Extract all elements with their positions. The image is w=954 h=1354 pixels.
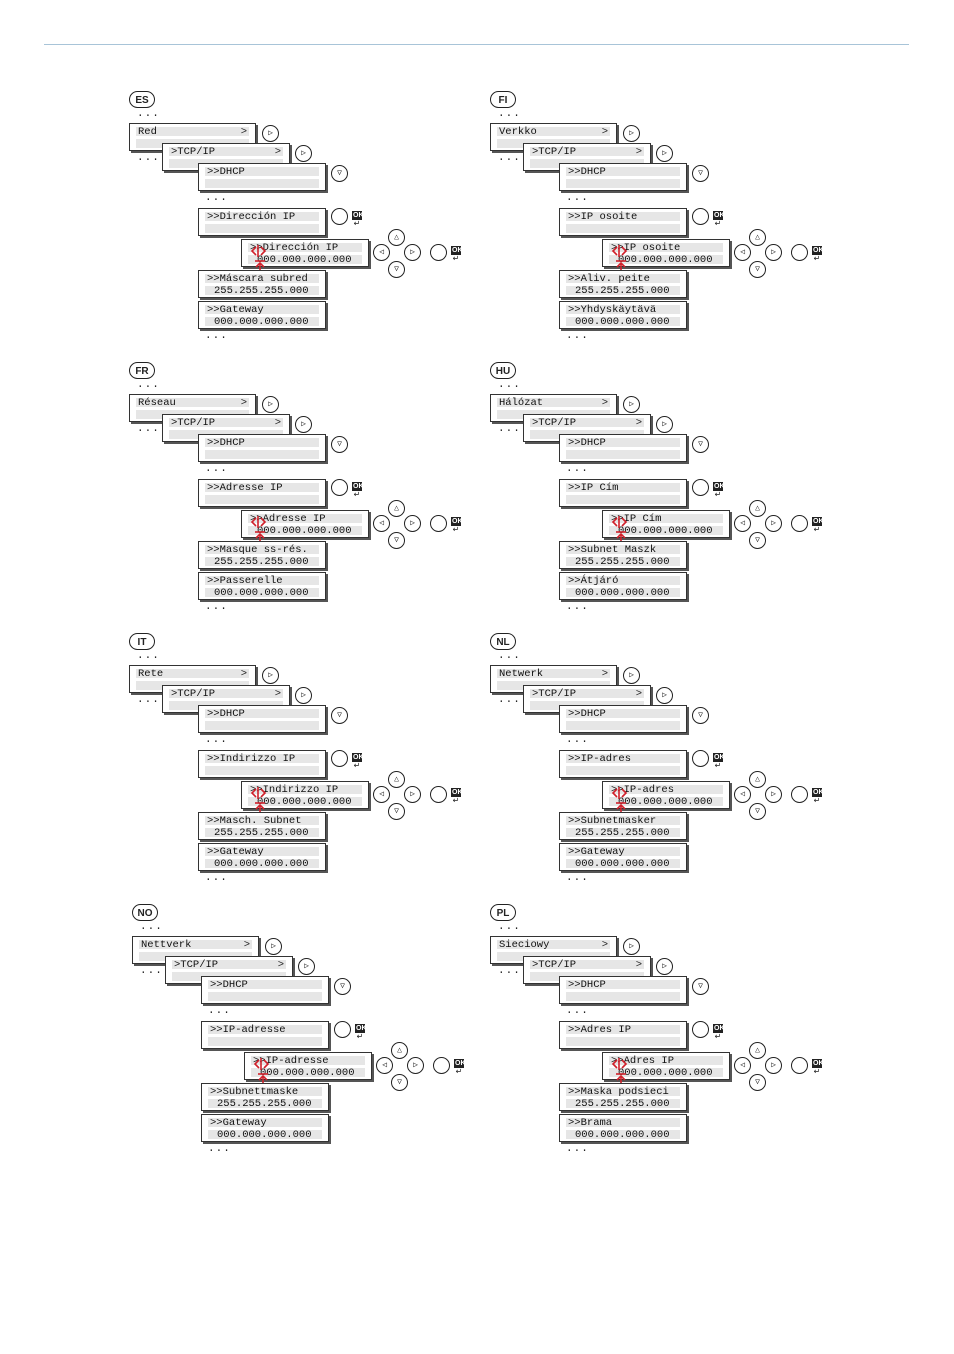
- menu-gateway-label: >>Gateway: [207, 846, 264, 858]
- menu-subnet-mask-value: 255.255.255.000: [214, 556, 309, 568]
- submenu-arrow: >: [601, 126, 608, 138]
- menu-dhcp: [559, 163, 687, 191]
- ellipsis: ...: [205, 872, 228, 884]
- ellipsis: ...: [498, 921, 521, 933]
- menu-ip-address: [559, 1021, 687, 1049]
- menu-gateway-value: 000.000.000.000: [575, 858, 670, 870]
- ok-button[interactable]: [334, 1021, 351, 1038]
- ip-edit-label: >>IP osoite: [611, 242, 681, 254]
- menu-gateway-label: >>Gateway: [207, 304, 264, 316]
- down-icon[interactable]: ▽: [331, 707, 348, 724]
- menu-subnet-mask: [201, 1083, 329, 1111]
- menu-dhcp-label: >>DHCP: [568, 979, 606, 991]
- ok-icon[interactable]: OK ↵: [714, 212, 725, 228]
- submenu-arrow: >: [274, 688, 281, 700]
- ellipsis: ...: [208, 1143, 231, 1155]
- menu-subnet-mask-value: 255.255.255.000: [217, 1098, 312, 1110]
- ok-button[interactable]: [692, 750, 709, 767]
- menu-dhcp-label: >>DHCP: [210, 979, 248, 991]
- right-icon[interactable]: ▷: [656, 145, 673, 162]
- menu-tcpip-label: >TCP/IP: [532, 146, 577, 158]
- right-icon[interactable]: ▷: [656, 958, 673, 975]
- up-icon[interactable]: △: [749, 1042, 766, 1059]
- menu-gateway-value: 000.000.000.000: [217, 1129, 312, 1141]
- ellipsis: ...: [498, 965, 521, 977]
- ellipsis: ...: [205, 463, 228, 475]
- ip-edit-value: 000.000.000.000: [618, 1067, 713, 1079]
- submenu-arrow: >: [635, 688, 642, 700]
- ok-icon[interactable]: OK ↵: [714, 754, 725, 770]
- submenu-arrow: >: [601, 939, 608, 951]
- ok-icon[interactable]: OK ↵: [353, 754, 364, 770]
- language-badge: NL: [490, 633, 516, 650]
- ok-icon[interactable]: OK ↵: [353, 212, 364, 228]
- menu-subnet-mask: [559, 270, 687, 298]
- ellipsis: ...: [498, 694, 521, 706]
- menu-gateway: [198, 301, 326, 329]
- menu-dhcp: [201, 976, 329, 1004]
- menu-gateway: [559, 301, 687, 329]
- ellipsis: ...: [498, 108, 521, 120]
- submenu-arrow: >: [274, 417, 281, 429]
- menu-subnet-mask-label: >>Masch. Subnet: [207, 815, 302, 827]
- menu-gateway-value: 000.000.000.000: [575, 587, 670, 599]
- language-section-hu: [490, 362, 890, 632]
- ok-button[interactable]: [692, 479, 709, 496]
- down-icon[interactable]: ▽: [334, 978, 351, 995]
- ok-icon[interactable]: OK ↵: [714, 483, 725, 499]
- menu-subnet-mask-label: >>Subnettmaske: [210, 1086, 299, 1098]
- ip-edit-label: >>Adres IP: [611, 1055, 675, 1067]
- ellipsis: ...: [566, 601, 589, 613]
- ok-icon[interactable]: OK ↵: [452, 247, 463, 263]
- menu-gateway-value: 000.000.000.000: [214, 316, 309, 328]
- ellipsis: ...: [137, 379, 160, 391]
- ellipsis: ...: [137, 694, 160, 706]
- ok-icon[interactable]: OK ↵: [714, 1025, 725, 1041]
- menu-gateway-label: >>Brama: [568, 1117, 613, 1129]
- ok-button[interactable]: [791, 244, 808, 261]
- submenu-arrow: >: [243, 939, 250, 951]
- up-icon[interactable]: △: [388, 500, 405, 517]
- ok-icon[interactable]: OK ↵: [452, 789, 463, 805]
- menu-network-label: Sieciowy: [499, 939, 550, 951]
- right-icon[interactable]: ▷: [295, 145, 312, 162]
- menu-subnet-mask-value: 255.255.255.000: [575, 1098, 670, 1110]
- ellipsis: ...: [137, 423, 160, 435]
- menu-ip-address-label: >>Dirección IP: [207, 211, 296, 223]
- menu-subnet-mask-label: >>Subnetmasker: [568, 815, 657, 827]
- menu-gateway-label: >>Gateway: [210, 1117, 267, 1129]
- language-badge: FR: [129, 362, 155, 379]
- right-icon[interactable]: ▷: [656, 687, 673, 704]
- language-section-pl: [490, 904, 890, 1174]
- ok-button[interactable]: [791, 515, 808, 532]
- language-badge: FI: [490, 91, 516, 108]
- right-icon[interactable]: ▷: [265, 938, 282, 955]
- menu-tcpip-label: >TCP/IP: [174, 959, 219, 971]
- menu-network-label: Nettverk: [141, 939, 192, 951]
- left-icon[interactable]: ◁: [376, 1057, 393, 1074]
- ellipsis: ...: [566, 1005, 589, 1017]
- right-icon[interactable]: ▷: [295, 687, 312, 704]
- ellipsis: ...: [566, 1143, 589, 1155]
- left-icon[interactable]: ◁: [373, 786, 390, 803]
- menu-tcpip-label: >TCP/IP: [171, 417, 216, 429]
- down-icon[interactable]: ▽: [388, 532, 405, 549]
- ok-button[interactable]: [791, 1057, 808, 1074]
- up-icon[interactable]: △: [749, 229, 766, 246]
- menu-tcpip-label: >TCP/IP: [171, 146, 216, 158]
- up-icon[interactable]: △: [749, 771, 766, 788]
- ok-button[interactable]: [692, 208, 709, 225]
- right-icon[interactable]: ▷: [765, 515, 782, 532]
- up-icon[interactable]: △: [388, 229, 405, 246]
- menu-ip-address: [198, 479, 326, 507]
- ip-edit-value: 000.000.000.000: [618, 796, 713, 808]
- ok-button[interactable]: [331, 208, 348, 225]
- ok-icon[interactable]: OK ↵: [813, 247, 824, 263]
- language-section-es: [129, 91, 529, 361]
- menu-gateway-value: 000.000.000.000: [575, 1129, 670, 1141]
- submenu-arrow: >: [601, 397, 608, 409]
- ok-icon[interactable]: OK ↵: [356, 1025, 367, 1041]
- down-icon[interactable]: ▽: [331, 436, 348, 453]
- ellipsis: ...: [208, 1005, 231, 1017]
- right-icon[interactable]: ▷: [765, 786, 782, 803]
- language-section-no: [132, 904, 532, 1174]
- right-icon[interactable]: ▷: [262, 125, 279, 142]
- submenu-arrow: >: [601, 668, 608, 680]
- menu-gateway-value: 000.000.000.000: [214, 858, 309, 870]
- left-icon[interactable]: ◁: [373, 515, 390, 532]
- right-icon[interactable]: ▷: [623, 938, 640, 955]
- submenu-arrow: >: [635, 417, 642, 429]
- ip-edit-label: >>IP-adresse: [253, 1055, 329, 1067]
- menu-tcpip-label: >TCP/IP: [532, 688, 577, 700]
- submenu-arrow: >: [277, 959, 284, 971]
- menu-network-label: Netwerk: [499, 668, 544, 680]
- submenu-arrow: >: [240, 126, 247, 138]
- up-icon[interactable]: △: [391, 1042, 408, 1059]
- menu-subnet-mask-label: >>Maska podsieci: [568, 1086, 669, 1098]
- menu-gateway: [198, 843, 326, 871]
- ellipsis: ...: [140, 965, 163, 977]
- menu-ip-address: [198, 750, 326, 778]
- ok-icon[interactable]: OK ↵: [353, 483, 364, 499]
- menu-subnet-mask: [198, 812, 326, 840]
- ellipsis: ...: [137, 108, 160, 120]
- menu-dhcp-label: >>DHCP: [207, 166, 245, 178]
- ellipsis: ...: [140, 921, 163, 933]
- down-icon[interactable]: ▽: [692, 165, 709, 182]
- ok-icon[interactable]: OK ↵: [813, 518, 824, 534]
- left-icon[interactable]: ◁: [734, 515, 751, 532]
- ip-edit-label: >>Dirección IP: [250, 242, 339, 254]
- menu-ip-address-label: >>Indirizzo IP: [207, 753, 296, 765]
- up-icon[interactable]: △: [749, 500, 766, 517]
- right-icon[interactable]: ▷: [262, 667, 279, 684]
- menu-dhcp-label: >>DHCP: [207, 708, 245, 720]
- menu-network-label: Red: [138, 126, 157, 138]
- submenu-arrow: >: [635, 146, 642, 158]
- menu-subnet-mask-label: >>Aliv. peite: [568, 273, 650, 285]
- ip-edit-label: >>Indirizzo IP: [250, 784, 339, 796]
- ellipsis: ...: [498, 423, 521, 435]
- menu-network-label: Réseau: [138, 397, 176, 409]
- menu-network-label: Verkko: [499, 126, 537, 138]
- menu-subnet-mask-value: 255.255.255.000: [575, 827, 670, 839]
- menu-gateway: [559, 843, 687, 871]
- menu-gateway-label: >>Átjáró: [568, 575, 619, 587]
- menu-gateway-label: >>Yhdyskäytävä: [568, 304, 657, 316]
- right-icon[interactable]: ▷: [404, 244, 421, 261]
- menu-subnet-mask-label: >>Masque ss-rés.: [207, 544, 308, 556]
- ellipsis: ...: [137, 650, 160, 662]
- down-icon[interactable]: ▽: [391, 1074, 408, 1091]
- ellipsis: ...: [498, 379, 521, 391]
- down-icon[interactable]: ▽: [749, 261, 766, 278]
- ok-button[interactable]: [692, 1021, 709, 1038]
- ellipsis: ...: [566, 192, 589, 204]
- ellipsis: ...: [566, 330, 589, 342]
- header-rule: [44, 44, 909, 45]
- ip-edit-value: 000.000.000.000: [618, 525, 713, 537]
- left-icon[interactable]: ◁: [734, 1057, 751, 1074]
- menu-dhcp-label: >>DHCP: [207, 437, 245, 449]
- menu-ip-address: [201, 1021, 329, 1049]
- menu-ip-address: [198, 208, 326, 236]
- menu-ip-address: [559, 208, 687, 236]
- menu-dhcp-label: >>DHCP: [568, 437, 606, 449]
- menu-subnet-mask-label: >>Máscara subred: [207, 273, 308, 285]
- language-badge: ES: [129, 91, 155, 108]
- down-icon[interactable]: ▽: [749, 532, 766, 549]
- menu-subnet-mask-value: 255.255.255.000: [214, 827, 309, 839]
- ellipsis: ...: [498, 152, 521, 164]
- menu-ip-address: [559, 750, 687, 778]
- language-section-fi: [490, 91, 890, 361]
- right-icon[interactable]: ▷: [623, 667, 640, 684]
- down-icon[interactable]: ▽: [331, 165, 348, 182]
- ok-button[interactable]: [433, 1057, 450, 1074]
- ok-button[interactable]: [791, 786, 808, 803]
- menu-network-label: Hálózat: [499, 397, 544, 409]
- menu-ip-address-label: >>IP Cím: [568, 482, 619, 494]
- ip-edit-value: 000.000.000.000: [257, 525, 352, 537]
- menu-tcpip-label: >TCP/IP: [532, 417, 577, 429]
- right-icon[interactable]: ▷: [298, 958, 315, 975]
- language-section-fr: [129, 362, 529, 632]
- menu-gateway: [559, 1114, 687, 1142]
- right-icon[interactable]: ▷: [765, 1057, 782, 1074]
- ok-icon[interactable]: OK ↵: [455, 1060, 466, 1076]
- ellipsis: ...: [205, 734, 228, 746]
- menu-dhcp-label: >>DHCP: [568, 708, 606, 720]
- down-icon[interactable]: ▽: [388, 261, 405, 278]
- right-icon[interactable]: ▷: [623, 396, 640, 413]
- menu-gateway-value: 000.000.000.000: [214, 587, 309, 599]
- menu-subnet-mask: [198, 270, 326, 298]
- menu-gateway: [559, 572, 687, 600]
- right-icon[interactable]: ▷: [623, 125, 640, 142]
- menu-subnet-mask: [198, 541, 326, 569]
- ellipsis: ...: [137, 152, 160, 164]
- menu-ip-address: [559, 479, 687, 507]
- menu-gateway: [198, 572, 326, 600]
- ip-edit-value: 000.000.000.000: [618, 254, 713, 266]
- right-icon[interactable]: ▷: [407, 1057, 424, 1074]
- ellipsis: ...: [205, 601, 228, 613]
- menu-dhcp: [198, 163, 326, 191]
- ok-button[interactable]: [331, 479, 348, 496]
- ellipsis: ...: [566, 872, 589, 884]
- menu-subnet-mask: [559, 1083, 687, 1111]
- language-badge: NO: [132, 904, 158, 921]
- ok-icon[interactable]: OK ↵: [813, 1060, 824, 1076]
- ok-button[interactable]: [430, 244, 447, 261]
- ok-button[interactable]: [331, 750, 348, 767]
- menu-tcpip-label: >TCP/IP: [171, 688, 216, 700]
- menu-ip-address-label: >>IP-adres: [568, 753, 632, 765]
- menu-dhcp: [198, 434, 326, 462]
- language-section-it: [129, 633, 529, 903]
- left-icon[interactable]: ◁: [373, 244, 390, 261]
- ip-edit-value: 000.000.000.000: [257, 254, 352, 266]
- menu-gateway-label: >>Passerelle: [207, 575, 283, 587]
- language-badge: PL: [490, 904, 516, 921]
- ellipsis: ...: [566, 463, 589, 475]
- menu-gateway-value: 000.000.000.000: [575, 316, 670, 328]
- menu-subnet-mask-value: 255.255.255.000: [214, 285, 309, 297]
- menu-dhcp: [559, 976, 687, 1004]
- down-icon[interactable]: ▽: [749, 1074, 766, 1091]
- ip-edit-value: 000.000.000.000: [260, 1067, 355, 1079]
- down-icon[interactable]: ▽: [692, 978, 709, 995]
- left-icon[interactable]: ◁: [734, 786, 751, 803]
- language-badge: IT: [129, 633, 155, 650]
- ip-edit-value: 000.000.000.000: [257, 796, 352, 808]
- ellipsis: ...: [205, 330, 228, 342]
- right-icon[interactable]: ▷: [656, 416, 673, 433]
- menu-subnet-mask-value: 255.255.255.000: [575, 285, 670, 297]
- ok-button[interactable]: [430, 786, 447, 803]
- ok-button[interactable]: [430, 515, 447, 532]
- right-icon[interactable]: ▷: [404, 515, 421, 532]
- ok-icon[interactable]: OK ↵: [452, 518, 463, 534]
- menu-subnet-mask: [559, 541, 687, 569]
- submenu-arrow: >: [240, 397, 247, 409]
- right-icon[interactable]: ▷: [262, 396, 279, 413]
- menu-gateway-label: >>Gateway: [568, 846, 625, 858]
- menu-ip-address-label: >>Adresse IP: [207, 482, 283, 494]
- down-icon[interactable]: ▽: [388, 803, 405, 820]
- right-icon[interactable]: ▷: [765, 244, 782, 261]
- submenu-arrow: >: [635, 959, 642, 971]
- menu-subnet-mask-label: >>Subnet Maszk: [568, 544, 657, 556]
- ellipsis: ...: [205, 192, 228, 204]
- ellipsis: ...: [498, 650, 521, 662]
- language-badge: HU: [490, 362, 516, 379]
- menu-dhcp: [559, 705, 687, 733]
- menu-network-label: Rete: [138, 668, 164, 680]
- up-icon[interactable]: △: [388, 771, 405, 788]
- menu-subnet-mask-value: 255.255.255.000: [575, 556, 670, 568]
- ok-icon[interactable]: OK ↵: [813, 789, 824, 805]
- right-icon[interactable]: ▷: [295, 416, 312, 433]
- left-icon[interactable]: ◁: [734, 244, 751, 261]
- menu-ip-address-label: >>IP-adresse: [210, 1024, 286, 1036]
- menu-dhcp: [198, 705, 326, 733]
- menu-dhcp: [559, 434, 687, 462]
- menu-ip-address-label: >>Adres IP: [568, 1024, 632, 1036]
- ip-edit-label: >>IP Cím: [611, 513, 662, 525]
- submenu-arrow: >: [274, 146, 281, 158]
- ellipsis: ...: [566, 734, 589, 746]
- down-icon[interactable]: ▽: [692, 436, 709, 453]
- ip-edit-label: >>Adresse IP: [250, 513, 326, 525]
- menu-ip-address-label: >>IP osoite: [568, 211, 638, 223]
- right-icon[interactable]: ▷: [404, 786, 421, 803]
- submenu-arrow: >: [240, 668, 247, 680]
- language-section-nl: [490, 633, 890, 903]
- menu-gateway: [201, 1114, 329, 1142]
- menu-dhcp-label: >>DHCP: [568, 166, 606, 178]
- down-icon[interactable]: ▽: [692, 707, 709, 724]
- down-icon[interactable]: ▽: [749, 803, 766, 820]
- menu-subnet-mask: [559, 812, 687, 840]
- menu-tcpip-label: >TCP/IP: [532, 959, 577, 971]
- ip-edit-label: >>IP-adres: [611, 784, 675, 796]
